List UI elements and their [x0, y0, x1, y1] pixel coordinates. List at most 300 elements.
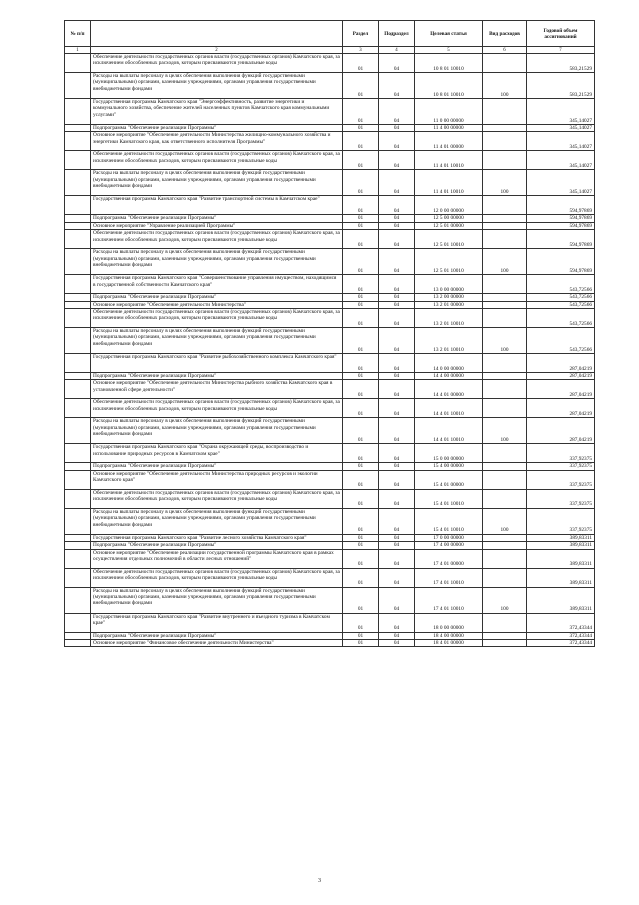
row-exptype-cell	[483, 196, 527, 215]
table-row	[65, 249, 595, 275]
row-section-cell: 01	[343, 196, 379, 215]
row-section-cell: 01	[343, 294, 379, 301]
row-section-cell: 01	[343, 470, 379, 489]
row-amount-cell: 543,72566	[527, 275, 595, 294]
table-row	[65, 328, 595, 354]
row-exptype-cell	[483, 444, 527, 463]
row-amount-cell: 594,97869	[527, 196, 595, 215]
row-subsection-cell: 04	[379, 418, 415, 444]
row-num-cell	[65, 542, 91, 549]
header-section: Раздел	[343, 21, 379, 47]
row-target-cell: 11 4 01 10010	[415, 170, 483, 196]
table-body	[65, 54, 595, 647]
row-exptype-cell	[483, 215, 527, 222]
appropriations-table	[64, 20, 595, 647]
row-subsection-cell: 04	[379, 151, 415, 170]
table-row	[65, 99, 595, 125]
table-row	[65, 542, 595, 549]
row-target-cell: 18 0 00 00000	[415, 613, 483, 632]
row-subsection-cell: 04	[379, 170, 415, 196]
row-subsection-cell: 04	[379, 470, 415, 489]
row-section-cell: 01	[343, 568, 379, 587]
row-amount-cell: 337,92375	[527, 508, 595, 534]
row-num-cell	[65, 587, 91, 613]
row-subsection-cell: 04	[379, 328, 415, 354]
row-amount-cell: 287,04219	[527, 373, 595, 380]
page-number: 3	[318, 878, 321, 884]
table-row	[65, 470, 595, 489]
row-name-cell: Государственная программа Камчатского края "Охрана окружающей среды, воспроизводство и использование природных ресурсов в Камчатском крае"	[91, 444, 343, 463]
row-name-cell: Обеспечение деятельности государственных органов власти (государственных органов) Камчатского края, за исключением обособленных расходов, которым присваиваются уникальные коды	[91, 489, 343, 508]
row-subsection-cell: 04	[379, 542, 415, 549]
row-exptype-cell	[483, 534, 527, 541]
row-exptype-cell	[483, 399, 527, 418]
row-num-cell	[65, 470, 91, 489]
header-amount: Годовой объем ассигнований	[527, 21, 595, 47]
row-amount-cell: 594,97869	[527, 222, 595, 229]
row-exptype-cell	[483, 463, 527, 470]
row-exptype-cell: 100	[483, 508, 527, 534]
row-amount-cell: 543,72566	[527, 309, 595, 328]
table-row	[65, 54, 595, 73]
row-amount-cell: 389,83311	[527, 568, 595, 587]
row-exptype-cell	[483, 222, 527, 229]
row-target-cell: 10 8 01 10010	[415, 73, 483, 99]
row-exptype-cell	[483, 294, 527, 301]
table-row	[65, 132, 595, 151]
row-amount-cell: 389,83311	[527, 534, 595, 541]
column-index: 5	[415, 47, 483, 54]
row-num-cell	[65, 73, 91, 99]
column-index: 4	[379, 47, 415, 54]
row-target-cell: 12 5 01 10010	[415, 249, 483, 275]
row-num-cell	[65, 354, 91, 373]
row-amount-cell: 594,97869	[527, 249, 595, 275]
table-row	[65, 489, 595, 508]
row-exptype-cell	[483, 230, 527, 249]
row-name-cell: Государственная программа Камчатского края "Развитие транспортной системы в Камчатском крае"	[91, 196, 343, 215]
row-amount-cell: 337,92375	[527, 489, 595, 508]
row-amount-cell: 543,72566	[527, 328, 595, 354]
row-section-cell: 01	[343, 54, 379, 73]
row-num-cell	[65, 275, 91, 294]
row-num-cell	[65, 399, 91, 418]
row-subsection-cell: 04	[379, 230, 415, 249]
row-num-cell	[65, 489, 91, 508]
row-exptype-cell: 100	[483, 249, 527, 275]
row-num-cell	[65, 99, 91, 125]
row-section-cell: 01	[343, 632, 379, 639]
row-num-cell	[65, 215, 91, 222]
column-index-row	[65, 47, 595, 54]
table-row	[65, 632, 595, 639]
row-name-cell: Обеспечение деятельности государственных органов власти (государственных органов) Камчатского края, за исключением обособленных расходов, которым присваиваются уникальные коды	[91, 230, 343, 249]
row-exptype-cell: 100	[483, 418, 527, 444]
row-amount-cell: 345,14027	[527, 125, 595, 132]
row-amount-cell: 337,92375	[527, 444, 595, 463]
row-target-cell: 15 4 01 00000	[415, 470, 483, 489]
row-subsection-cell: 04	[379, 632, 415, 639]
row-section-cell: 01	[343, 542, 379, 549]
row-section-cell: 01	[343, 444, 379, 463]
row-num-cell	[65, 549, 91, 568]
table-row	[65, 301, 595, 308]
row-exptype-cell	[483, 549, 527, 568]
row-num-cell	[65, 613, 91, 632]
row-num-cell	[65, 54, 91, 73]
row-num-cell	[65, 640, 91, 647]
row-target-cell: 13 0 00 00000	[415, 275, 483, 294]
table-row	[65, 275, 595, 294]
table-row	[65, 73, 595, 99]
row-target-cell: 13 2 01 10010	[415, 309, 483, 328]
row-exptype-cell	[483, 613, 527, 632]
row-target-cell: 11 4 01 00000	[415, 132, 483, 151]
row-section-cell: 01	[343, 275, 379, 294]
table-row	[65, 170, 595, 196]
row-section-cell: 01	[343, 151, 379, 170]
row-target-cell: 17 4 01 00000	[415, 549, 483, 568]
row-num-cell	[65, 380, 91, 399]
row-subsection-cell: 04	[379, 294, 415, 301]
row-target-cell: 14 4 01 10010	[415, 418, 483, 444]
row-num-cell	[65, 125, 91, 132]
column-index: 7	[527, 47, 595, 54]
row-name-cell: Расходы на выплаты персоналу в целях обеспечения выполнения функций государственными (муниципальными) органами, казенными учреждениями, органами управления государственными внебюджетными фондами	[91, 587, 343, 613]
row-subsection-cell: 04	[379, 444, 415, 463]
row-subsection-cell: 04	[379, 640, 415, 647]
row-subsection-cell: 04	[379, 222, 415, 229]
row-section-cell: 01	[343, 125, 379, 132]
row-amount-cell: 345,14027	[527, 99, 595, 125]
row-exptype-cell	[483, 99, 527, 125]
row-section-cell: 01	[343, 73, 379, 99]
row-name-cell: Основное мероприятие "Обеспечение реализации государственной программы Камчатского края в рамках осуществления отдельных полномочий в области лесных отношений"	[91, 549, 343, 568]
row-subsection-cell: 04	[379, 489, 415, 508]
row-num-cell	[65, 196, 91, 215]
row-name-cell: Подпрограмма "Обеспечение реализации Программы"	[91, 632, 343, 639]
row-num-cell	[65, 170, 91, 196]
row-section-cell: 01	[343, 215, 379, 222]
row-amount-cell: 543,72566	[527, 301, 595, 308]
row-subsection-cell: 04	[379, 301, 415, 308]
row-section-cell: 01	[343, 328, 379, 354]
row-target-cell: 12 5 01 10010	[415, 230, 483, 249]
row-name-cell: Обеспечение деятельности государственных органов власти (государственных органов) Камчатского края, за исключением обособленных расходов, которым присваиваются уникальные коды	[91, 54, 343, 73]
row-amount-cell: 594,97869	[527, 230, 595, 249]
row-amount-cell: 287,04219	[527, 399, 595, 418]
row-target-cell: 17 4 01 10010	[415, 568, 483, 587]
row-num-cell	[65, 463, 91, 470]
table-row	[65, 294, 595, 301]
row-name-cell: Подпрограмма "Обеспечение реализации Программы"	[91, 215, 343, 222]
row-target-cell: 15 4 01 10010	[415, 508, 483, 534]
row-name-cell: Государственная программа Камчатского края "Совершенствование управления имуществом, находящимся в государственной собственности Камчатского края"	[91, 275, 343, 294]
table-row	[65, 354, 595, 373]
row-exptype-cell	[483, 301, 527, 308]
row-subsection-cell: 04	[379, 587, 415, 613]
row-exptype-cell	[483, 542, 527, 549]
table-row	[65, 125, 595, 132]
row-exptype-cell	[483, 470, 527, 489]
row-amount-cell: 543,72566	[527, 294, 595, 301]
row-subsection-cell: 04	[379, 463, 415, 470]
row-section-cell: 01	[343, 309, 379, 328]
row-amount-cell: 337,92375	[527, 470, 595, 489]
row-num-cell	[65, 132, 91, 151]
row-amount-cell: 583,21529	[527, 73, 595, 99]
row-target-cell: 12 0 00 00000	[415, 196, 483, 215]
row-exptype-cell	[483, 275, 527, 294]
row-name-cell: Расходы на выплаты персоналу в целях обеспечения выполнения функций государственными (муниципальными) органами, казенными учреждениями, органами управления государственными внебюджетными фондами	[91, 418, 343, 444]
table-row	[65, 399, 595, 418]
row-exptype-cell	[483, 489, 527, 508]
row-amount-cell: 287,04219	[527, 418, 595, 444]
row-subsection-cell: 04	[379, 249, 415, 275]
row-amount-cell: 337,92375	[527, 463, 595, 470]
row-section-cell: 01	[343, 613, 379, 632]
row-name-cell: Обеспечение деятельности государственных органов власти (государственных органов) Камчатского края, за исключением обособленных расходов, которым присваиваются уникальные коды	[91, 309, 343, 328]
row-exptype-cell: 100	[483, 73, 527, 99]
row-section-cell: 01	[343, 508, 379, 534]
row-num-cell	[65, 632, 91, 639]
row-name-cell: Расходы на выплаты персоналу в целях обеспечения выполнения функций государственными (муниципальными) органами, казенными учреждениями, органами управления государственными внебюджетными фондами	[91, 328, 343, 354]
row-exptype-cell	[483, 151, 527, 170]
column-index: 6	[483, 47, 527, 54]
header-name	[91, 21, 343, 47]
table-row	[65, 418, 595, 444]
row-num-cell	[65, 249, 91, 275]
row-amount-cell: 389,83311	[527, 542, 595, 549]
row-subsection-cell: 04	[379, 215, 415, 222]
row-section-cell: 01	[343, 463, 379, 470]
row-name-cell: Обеспечение деятельности государственных органов власти (государственных органов) Камчатского края, за исключением обособленных расходов, которым присваиваются уникальные коды	[91, 568, 343, 587]
row-num-cell	[65, 294, 91, 301]
row-target-cell: 11 4 00 00000	[415, 125, 483, 132]
row-exptype-cell	[483, 640, 527, 647]
row-num-cell	[65, 508, 91, 534]
row-name-cell: Основное мероприятие "Обеспечение деятельности Министерства"	[91, 301, 343, 308]
row-section-cell: 01	[343, 222, 379, 229]
row-subsection-cell: 04	[379, 508, 415, 534]
budget-sheet	[64, 20, 594, 647]
row-amount-cell: 372,43344	[527, 640, 595, 647]
row-target-cell: 14 4 01 10010	[415, 399, 483, 418]
row-target-cell: 13 2 01 00000	[415, 301, 483, 308]
row-section-cell: 01	[343, 489, 379, 508]
row-exptype-cell: 100	[483, 328, 527, 354]
row-amount-cell: 345,14027	[527, 151, 595, 170]
table-row	[65, 640, 595, 647]
row-num-cell	[65, 534, 91, 541]
row-subsection-cell: 04	[379, 196, 415, 215]
row-target-cell: 14 0 00 00000	[415, 354, 483, 373]
row-name-cell: Подпрограмма "Обеспечение реализации Программы"	[91, 373, 343, 380]
row-name-cell: Подпрограмма "Обеспечение реализации Программы"	[91, 125, 343, 132]
row-subsection-cell: 04	[379, 613, 415, 632]
row-subsection-cell: 04	[379, 549, 415, 568]
row-section-cell: 01	[343, 399, 379, 418]
row-exptype-cell	[483, 125, 527, 132]
row-subsection-cell: 04	[379, 132, 415, 151]
row-target-cell: 10 8 01 10010	[415, 54, 483, 73]
row-target-cell: 18 4 00 00000	[415, 632, 483, 639]
row-section-cell: 01	[343, 301, 379, 308]
row-name-cell: Государственная программа Камчатского края "Развитие внутреннего и въездного туризма в Камчатском крае"	[91, 613, 343, 632]
row-target-cell: 11 0 00 00000	[415, 99, 483, 125]
row-section-cell: 01	[343, 132, 379, 151]
row-exptype-cell	[483, 380, 527, 399]
row-exptype-cell	[483, 568, 527, 587]
row-subsection-cell: 04	[379, 380, 415, 399]
row-num-cell	[65, 568, 91, 587]
table-header-row	[65, 21, 595, 47]
row-num-cell	[65, 309, 91, 328]
row-num-cell	[65, 151, 91, 170]
table-row	[65, 534, 595, 541]
row-exptype-cell: 100	[483, 587, 527, 613]
row-section-cell: 01	[343, 549, 379, 568]
row-name-cell: Обеспечение деятельности государственных органов власти (государственных органов) Камчатского края, за исключением обособленных расходов, которым присваиваются уникальные коды	[91, 151, 343, 170]
row-section-cell: 01	[343, 354, 379, 373]
row-name-cell: Расходы на выплаты персоналу в целях обеспечения выполнения функций государственными (муниципальными) органами, казенными учреждениями, органами управления государственными внебюджетными фондами	[91, 249, 343, 275]
row-subsection-cell: 04	[379, 373, 415, 380]
table-row	[65, 222, 595, 229]
row-num-cell	[65, 230, 91, 249]
row-section-cell: 01	[343, 99, 379, 125]
row-amount-cell: 583,21529	[527, 54, 595, 73]
row-subsection-cell: 04	[379, 275, 415, 294]
row-name-cell: Подпрограмма "Обеспечение реализации Программы"	[91, 294, 343, 301]
row-target-cell: 18 4 01 00000	[415, 640, 483, 647]
row-target-cell: 17 0 00 00000	[415, 534, 483, 541]
row-section-cell: 01	[343, 380, 379, 399]
row-name-cell: Основное мероприятие "Финансовое обеспечение деятельности Министерства"	[91, 640, 343, 647]
row-target-cell: 14 4 00 00000	[415, 373, 483, 380]
row-num-cell	[65, 301, 91, 308]
row-amount-cell: 287,04219	[527, 380, 595, 399]
row-num-cell	[65, 222, 91, 229]
row-target-cell: 12 5 00 00000	[415, 215, 483, 222]
row-subsection-cell: 04	[379, 54, 415, 73]
header-subsection: Подраздел	[379, 21, 415, 47]
row-target-cell: 14 4 01 00000	[415, 380, 483, 399]
row-name-cell: Расходы на выплаты персоналу в целях обеспечения выполнения функций государственными (муниципальными) органами, казенными учреждениями, органами управления государственными внебюджетными фондами	[91, 508, 343, 534]
row-num-cell	[65, 444, 91, 463]
row-section-cell: 01	[343, 373, 379, 380]
table-row	[65, 587, 595, 613]
row-name-cell: Основное мероприятие "Обеспечение деятельности Министерства рыбного хозяйства Камчатского края в установленной сфере деятельности"	[91, 380, 343, 399]
row-name-cell: Государственная программа Камчатского края "Энергоэффективность, развитие энергетики и коммунального хозяйства, обеспечение жителей населенных пунктов Камчатского края коммунальными услугами"	[91, 99, 343, 125]
row-amount-cell: 372,43344	[527, 613, 595, 632]
row-name-cell: Подпрограмма "Обеспечение реализации Программы"	[91, 542, 343, 549]
row-section-cell: 01	[343, 418, 379, 444]
row-name-cell: Подпрограмма "Обеспечение реализации Программы"	[91, 463, 343, 470]
row-num-cell	[65, 418, 91, 444]
row-name-cell: Основное мероприятие "Обеспечение деятельности Министерства природных ресурсов и экологии Камчатского края"	[91, 470, 343, 489]
row-exptype-cell	[483, 373, 527, 380]
row-exptype-cell	[483, 132, 527, 151]
row-amount-cell: 372,43344	[527, 632, 595, 639]
table-row	[65, 549, 595, 568]
table-row	[65, 613, 595, 632]
table-row	[65, 196, 595, 215]
row-amount-cell: 594,97869	[527, 215, 595, 222]
row-target-cell: 15 0 00 00000	[415, 444, 483, 463]
row-subsection-cell: 04	[379, 73, 415, 99]
table-row	[65, 444, 595, 463]
table-row	[65, 215, 595, 222]
table-row	[65, 508, 595, 534]
table-row	[65, 230, 595, 249]
table-row	[65, 373, 595, 380]
row-target-cell: 17 4 01 10010	[415, 587, 483, 613]
column-index: 1	[65, 47, 91, 54]
row-section-cell: 01	[343, 170, 379, 196]
row-section-cell: 01	[343, 249, 379, 275]
row-section-cell: 01	[343, 534, 379, 541]
column-index: 2	[91, 47, 343, 54]
table-row	[65, 463, 595, 470]
row-name-cell: Государственная программа Камчатского края "Развитие рыбохозяйственного комплекса Камчатского края"	[91, 354, 343, 373]
header-expense-type: Вид расходов	[483, 21, 527, 47]
row-subsection-cell: 04	[379, 309, 415, 328]
row-target-cell: 15 4 00 00000	[415, 463, 483, 470]
row-target-cell: 15 4 01 10010	[415, 489, 483, 508]
row-target-cell: 13 2 01 10010	[415, 328, 483, 354]
row-name-cell: Обеспечение деятельности государственных органов власти (государственных органов) Камчатского края, за исключением обособленных расходов, которым присваиваются уникальные коды	[91, 399, 343, 418]
row-exptype-cell	[483, 354, 527, 373]
header-num: № п/п	[65, 21, 91, 47]
row-section-cell: 01	[343, 587, 379, 613]
table-row	[65, 151, 595, 170]
row-name-cell: Государственная программа Камчатского края "Развитие лесного хозяйства Камчатского края"	[91, 534, 343, 541]
row-subsection-cell: 04	[379, 99, 415, 125]
row-target-cell: 13 2 00 00000	[415, 294, 483, 301]
row-exptype-cell	[483, 54, 527, 73]
row-name-cell: Основное мероприятие "Управление реализацией Программы"	[91, 222, 343, 229]
row-section-cell: 01	[343, 230, 379, 249]
row-amount-cell: 345,14027	[527, 170, 595, 196]
row-target-cell: 12 5 01 00000	[415, 222, 483, 229]
row-name-cell: Расходы на выплаты персоналу в целях обеспечения выполнения функций государственными (муниципальными) органами, казенными учреждениями, органами управления государственными внебюджетными фондами	[91, 170, 343, 196]
row-subsection-cell: 04	[379, 399, 415, 418]
row-amount-cell: 345,14027	[527, 132, 595, 151]
row-target-cell: 11 4 01 10010	[415, 151, 483, 170]
table-row	[65, 380, 595, 399]
row-exptype-cell	[483, 632, 527, 639]
row-subsection-cell: 04	[379, 568, 415, 587]
row-subsection-cell: 04	[379, 534, 415, 541]
row-num-cell	[65, 328, 91, 354]
row-name-cell: Основное мероприятие "Обеспечение деятельности Министерства жилищно-коммунального хозяйства и энергетики Камчатского края, как ответственного исполнителя Программы"	[91, 132, 343, 151]
row-subsection-cell: 04	[379, 354, 415, 373]
row-section-cell: 01	[343, 640, 379, 647]
table-row	[65, 309, 595, 328]
row-target-cell: 17 4 00 00000	[415, 542, 483, 549]
table-row	[65, 568, 595, 587]
row-amount-cell: 389,83311	[527, 549, 595, 568]
row-amount-cell: 389,83311	[527, 587, 595, 613]
header-target: Целевая статья	[415, 21, 483, 47]
row-exptype-cell: 100	[483, 170, 527, 196]
row-name-cell: Расходы на выплаты персоналу в целях обеспечения выполнения функций государственными (муниципальными) органами, казенными учреждениями, органами управления государственными внебюджетными фондами	[91, 73, 343, 99]
row-num-cell	[65, 373, 91, 380]
column-index: 3	[343, 47, 379, 54]
row-exptype-cell	[483, 309, 527, 328]
row-subsection-cell: 04	[379, 125, 415, 132]
row-amount-cell: 287,04219	[527, 354, 595, 373]
